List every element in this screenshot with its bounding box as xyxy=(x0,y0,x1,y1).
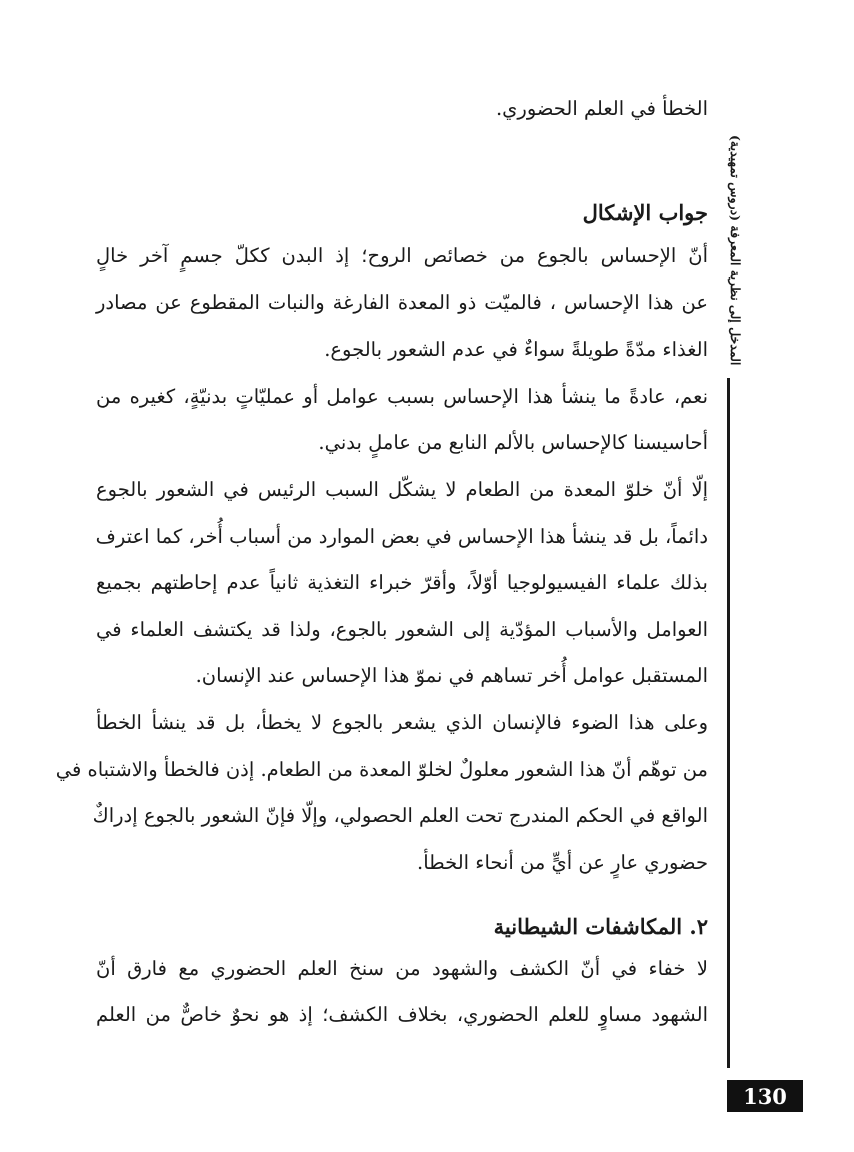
text-line: الغذاء مدّةً طويلةً سواءٌ في عدم الشعور بالجوع. xyxy=(324,338,708,361)
text-line: لا خفاء في أنّ الكشف والشهود من سنخ العلم الحضوري مع فارق أنّ xyxy=(96,957,708,980)
text-line: وعلى هذا الضوء فالإنسان الذي يشعر بالجوع لا يخطأ، بل قد ينشأ الخطأ xyxy=(96,711,708,734)
text-line: بذلك علماء الفيسيولوجيا أوّلاً، وأقرّ خبراء التغذية ثانياً عدم إحاطتهم بجميع xyxy=(96,571,708,594)
text-line: المستقبل عوامل أُخر تساهم في نموّ هذا الإحساس عند الإنسان. xyxy=(195,664,708,687)
page-number: 130 xyxy=(727,1080,803,1112)
text-line: العوامل والأسباب المؤدّية إلى الشعور بالجوع، ولذا قد يكتشف العلماء في xyxy=(96,618,708,641)
running-title: المدخل إلى نظرية المعرفة (دروس تمهيدية) xyxy=(728,134,743,366)
text-line: عن هذا الإحساس ، فالميّت ذو المعدة الفارغة والنبات المقطوع عن مصادر xyxy=(96,291,708,314)
section-heading: جواب الإشكال xyxy=(582,200,708,225)
text-line: إلّا أنّ خلوّ المعدة من الطعام لا يشكّل السبب الرئيس في الشعور بالجوع xyxy=(96,478,708,501)
text-line: الشهود مساوٍ للعلم الحضوري، بخلاف الكشف؛ إذ هو نحوٌ خاصٌّ من العلم xyxy=(96,1003,708,1026)
text-line: أحاسيسنا كالإحساس بالألم النابع من عاملٍ بدني. xyxy=(318,431,708,454)
text-line: حضوري عارٍ عن أيٍّ من أنحاء الخطأ. xyxy=(417,851,708,874)
text-line: دائماً، بل قد ينشأ هذا الإحساس في بعض الموارد من أسباب أُخر، كما اعترف xyxy=(95,525,708,548)
text-line: نعم، عادةً ما ينشأ هذا الإحساس بسبب عوامل أو عمليّاتٍ بدنيّةٍ، كغيره من xyxy=(96,385,708,408)
text-line: أنّ الإحساس بالجوع من خصائص الروح؛ إذ البدن ككلّ جسمٍ آخر خالٍ xyxy=(96,244,708,267)
text-line: من توهّم أنّ هذا الشعور معلولٌ لخلوّ المعدة من الطعام. إذن فالخطأ والاشتباه في xyxy=(55,758,708,781)
text-line: الخطأ في العلم الحضوري. xyxy=(495,97,708,120)
section-heading: ٢. المكاشفات الشيطانية xyxy=(493,914,708,939)
side-rule xyxy=(727,378,730,1068)
text-line: الواقع في الحكم المندرج تحت العلم الحصولي، وإلّا فإنّ الشعور بالجوع إدراكٌ xyxy=(92,804,708,827)
